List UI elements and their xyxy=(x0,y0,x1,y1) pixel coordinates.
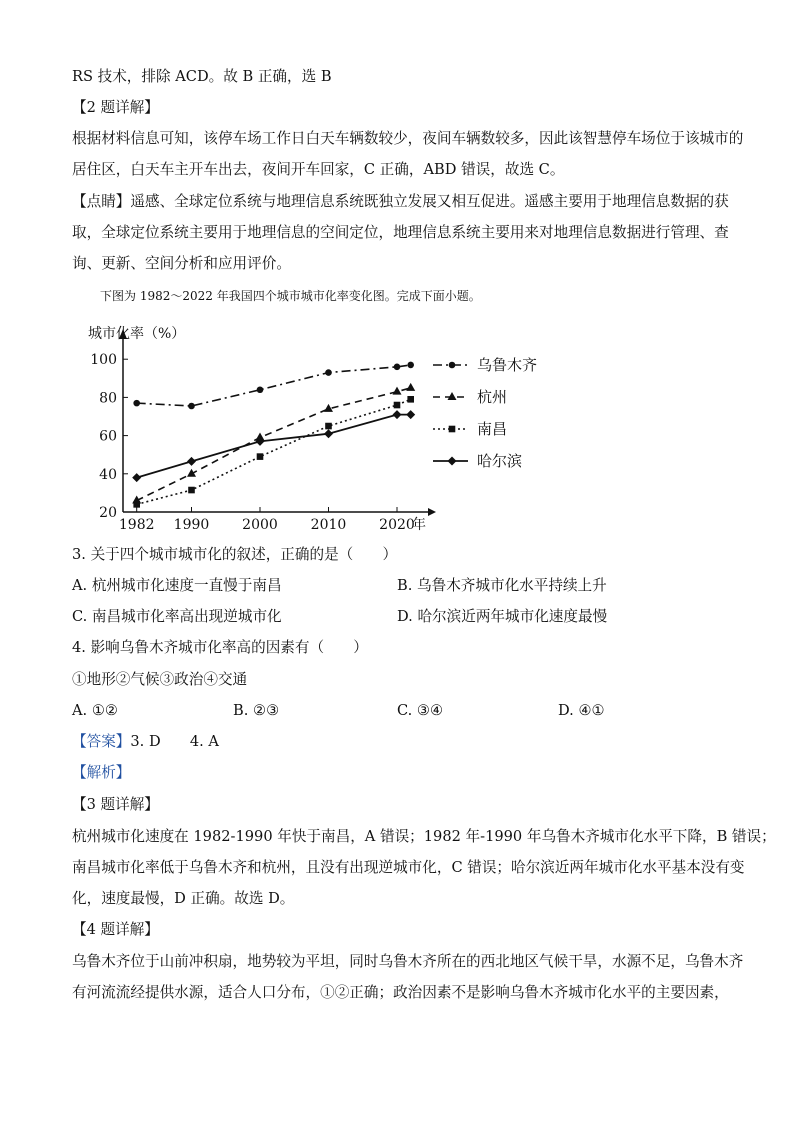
detail3-title: 【3 题详解】 xyxy=(72,796,159,813)
chart-plot xyxy=(132,362,415,508)
y-tick-label: 40 xyxy=(99,466,117,483)
option-3a: A. 杭州城市化速度一直慢于南昌 xyxy=(72,577,282,594)
legend-item xyxy=(433,420,507,438)
data-point xyxy=(448,392,457,400)
data-point xyxy=(133,501,140,508)
data-point xyxy=(393,410,402,419)
text-line: 化，速度最慢，D 正确。故选 D。 xyxy=(72,890,295,907)
option-3c: C. 南昌城市化率高出现逆城市化 xyxy=(72,608,282,625)
data-point xyxy=(325,423,332,430)
data-point xyxy=(407,396,414,403)
option-4a: A. ①② xyxy=(72,702,118,719)
tip-text: 遥感、全球定位系统与地理信息系统既独立发展又相互促进。遥感主要用于地理信息数据的获 xyxy=(130,193,729,210)
question-3: 3. 关于四个城市城市化的叙述，正确的是（ ） xyxy=(72,546,398,563)
option-3b: B. 乌鲁木齐城市化水平持续上升 xyxy=(397,577,607,594)
data-point xyxy=(393,387,402,395)
section-heading: 【2 题详解】 xyxy=(72,99,159,116)
x-tick-label: 1982 xyxy=(118,517,155,533)
series-line xyxy=(137,415,411,478)
data-point xyxy=(132,473,141,482)
analysis-heading: 【解析】 xyxy=(72,764,131,781)
series-4 xyxy=(132,410,415,482)
data-point xyxy=(133,400,140,407)
y-axis-label: 城市化率（%） xyxy=(88,326,186,342)
option-3d: D. 哈尔滨近两年城市化速度最慢 xyxy=(397,608,608,625)
data-point xyxy=(449,362,456,369)
figure-caption: 下图为 1982～2022 年我国四个城市城市化率变化图。完成下面小题。 xyxy=(100,289,481,303)
text-line: RS 技术，排除 ACD。故 B 正确，选 B xyxy=(72,68,332,85)
x-axis-label: 年 xyxy=(412,517,426,533)
data-point xyxy=(257,386,264,393)
data-point xyxy=(449,426,456,433)
legend-label: 杭州 xyxy=(477,388,508,406)
data-point xyxy=(257,453,264,460)
question-4: 4. 影响乌鲁木齐城市化率高的因素有（ ） xyxy=(72,639,368,656)
series-line xyxy=(137,399,411,504)
option-4b: B. ②③ xyxy=(233,702,280,719)
x-tick-label: 2010 xyxy=(310,517,347,533)
text-line: 有河流流经提供水源，适合人口分布，①②正确；政治因素不是影响乌鲁木齐城市化水平的主要因素， xyxy=(72,984,729,1001)
legend-label: 乌鲁木齐 xyxy=(477,356,538,374)
option-4d: D. ④① xyxy=(558,702,605,719)
option-4c: C. ③④ xyxy=(397,702,444,719)
y-tick-label: 20 xyxy=(99,505,117,521)
text-line: 根据材料信息可知，该停车场工作日白天车辆数较少，夜间车辆数较多，因此该智慧停车场位于该城市的 xyxy=(72,130,744,147)
data-point xyxy=(407,362,414,369)
answer-tag: 【答案】 xyxy=(72,733,131,750)
data-point xyxy=(406,383,415,391)
answer-line xyxy=(72,732,732,752)
text-line: 取，全球定位系统主要用于地理信息的空间定位，地理信息系统主要用来对地理信息数据进行管理、查 xyxy=(72,224,729,241)
series-1 xyxy=(133,362,414,410)
text-line: 杭州城市化速度在 1982-1990 年快于南昌，A 错误；1982 年-1990 年乌鲁木齐城市化水平下降，B 错误； xyxy=(72,828,776,845)
x-tick-label: 1990 xyxy=(173,517,210,533)
answer-value: 3. D 4. A xyxy=(130,733,219,750)
chart-legend xyxy=(433,356,537,470)
x-axis-arrow xyxy=(428,508,436,516)
series-2 xyxy=(132,383,415,504)
text-line: 居住区，白天车主开车出去，夜间开车回家，C 正确，ABD 错误，故选 C。 xyxy=(72,161,565,178)
data-point xyxy=(188,487,195,494)
detail4-title: 【4 题详解】 xyxy=(72,921,159,938)
series-3 xyxy=(133,396,414,508)
series-line xyxy=(137,365,411,406)
text-line: 乌鲁木齐位于山前冲积扇，地势较为平坦，同时乌鲁木齐所在的西北地区气候干旱，水源不足，乌鲁木齐 xyxy=(72,953,744,970)
x-tick-label: 2020 xyxy=(379,517,415,533)
y-tick-label: 100 xyxy=(90,352,117,369)
y-tick-label: 80 xyxy=(99,390,117,407)
legend-item xyxy=(433,356,537,374)
data-point xyxy=(324,429,333,438)
data-point xyxy=(188,403,195,410)
text-line xyxy=(72,192,732,212)
question-4-items: ①地形②气候③政治④交通 xyxy=(72,671,248,688)
data-point xyxy=(187,457,196,466)
text-line: 询、更新、空间分析和应用评价。 xyxy=(72,255,291,272)
data-point xyxy=(325,369,332,376)
data-point xyxy=(406,410,415,419)
data-point xyxy=(394,364,401,371)
x-tick-label: 2000 xyxy=(242,517,278,533)
legend-item xyxy=(433,388,507,406)
text-line: 南昌城市化率低于乌鲁木齐和杭州，且没有出现逆城市化，C 错误；哈尔滨近两年城市化水平基本没有变 xyxy=(72,859,745,876)
legend-label: 哈尔滨 xyxy=(477,452,523,470)
data-point xyxy=(448,457,457,466)
legend-item xyxy=(433,452,522,470)
tip-tag: 【点睛】 xyxy=(72,193,131,210)
urbanization-chart xyxy=(0,315,794,545)
legend-label: 南昌 xyxy=(477,420,508,438)
data-point xyxy=(394,402,401,409)
y-tick-label: 60 xyxy=(99,428,117,445)
